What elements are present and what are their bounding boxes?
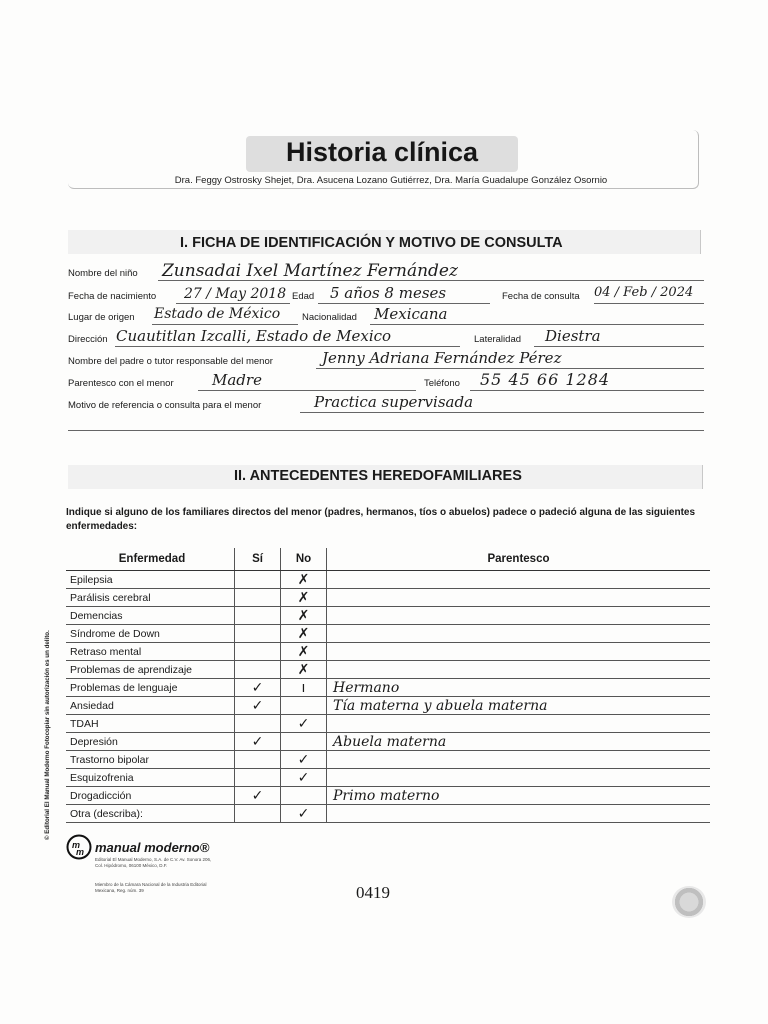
- no-cell[interactable]: [281, 715, 327, 733]
- disease-cell: Demencias: [66, 607, 235, 625]
- kinship-cell-value: Tía materna y abuela materna: [333, 697, 548, 714]
- yes-cell[interactable]: [235, 805, 281, 823]
- table-row: [66, 733, 710, 751]
- nationality-label: Nacionalidad: [302, 312, 357, 323]
- kinship-cell[interactable]: [327, 571, 711, 589]
- disease-cell: Depresión: [66, 733, 235, 751]
- reason-value[interactable]: Practica supervisada: [314, 393, 474, 411]
- no-cell[interactable]: [281, 661, 327, 679]
- table-header-row: [66, 548, 710, 571]
- relationship-value[interactable]: Madre: [212, 371, 262, 389]
- age-value[interactable]: 5 años 8 meses: [330, 284, 447, 302]
- page-number: 0419: [356, 883, 390, 902]
- child-name-label: Nombre del niño: [68, 268, 138, 279]
- relationship-label: Parentesco con el menor: [68, 378, 174, 389]
- kinship-cell[interactable]: [327, 751, 711, 769]
- table-row: [66, 643, 710, 661]
- laterality-value[interactable]: Diestra: [545, 327, 601, 345]
- no-cell[interactable]: [281, 643, 327, 661]
- disease-cell: TDAH: [66, 715, 235, 733]
- section-1-title: I. FICHA DE IDENTIFICACIÓN Y MOTIVO DE CONSULTA: [180, 235, 563, 251]
- column-header-disease: Enfermedad: [66, 548, 235, 571]
- no-cell-value: ✗: [297, 661, 310, 678]
- publisher-info: Editorial El Manual Moderno, S.A. de C.V. Av. Sonora 206, Col. Hipódromo, 06100 México, D.F.: [95, 857, 212, 868]
- yes-cell-value: ✓: [251, 697, 264, 714]
- kinship-cell-value: [327, 626, 333, 642]
- no-cell[interactable]: [281, 607, 327, 625]
- birth-date-label: Fecha de nacimiento: [68, 291, 157, 302]
- table-row: [66, 589, 710, 607]
- svg-text:m: m: [76, 847, 85, 857]
- yes-cell[interactable]: [235, 769, 281, 787]
- reason-label: Motivo de referencia o consulta para el menor: [68, 400, 262, 411]
- table-row: [66, 679, 710, 697]
- table-row: [66, 787, 710, 805]
- kinship-cell-value: Hermano: [333, 679, 400, 696]
- publisher-name: manual moderno®: [95, 840, 210, 855]
- no-cell[interactable]: [281, 697, 327, 715]
- disease-cell: Esquizofrenia: [66, 769, 235, 787]
- authors: Dra. Feggy Ostrosky Shejet, Dra. Asucena Lozano Gutiérrez, Dra. María Guadalupe González Osornio: [174, 175, 608, 186]
- kinship-cell[interactable]: [327, 787, 711, 805]
- kinship-cell-value: [327, 662, 333, 678]
- section-2-title: II. ANTECEDENTES HEREDOFAMILIARES: [234, 468, 522, 484]
- kinship-cell[interactable]: [327, 805, 711, 823]
- no-cell-value: ✗: [297, 607, 310, 624]
- disease-cell: Epilepsia: [66, 571, 235, 589]
- yes-cell-value: ✓: [251, 679, 264, 696]
- yes-cell[interactable]: [235, 625, 281, 643]
- laterality-label: Lateralidad: [474, 334, 522, 345]
- kinship-cell[interactable]: [327, 625, 711, 643]
- kinship-cell[interactable]: [327, 607, 711, 625]
- no-cell[interactable]: [281, 805, 327, 823]
- disease-cell: Ansiedad: [66, 697, 235, 715]
- disease-cell: Síndrome de Down: [66, 625, 235, 643]
- kinship-cell[interactable]: [327, 697, 711, 715]
- consult-date-value[interactable]: 04 / Feb / 2024: [594, 285, 694, 300]
- no-cell-value: ✓: [297, 715, 310, 732]
- no-cell-value: ✓: [297, 805, 310, 822]
- table-row: [66, 571, 710, 589]
- kinship-cell-value: [327, 644, 333, 660]
- kinship-cell[interactable]: [327, 715, 711, 733]
- table-row: [66, 715, 710, 733]
- no-cell[interactable]: [281, 769, 327, 787]
- no-cell-value: ✗: [297, 571, 310, 588]
- consult-date-line: [594, 303, 704, 304]
- column-header-no: No: [281, 548, 327, 571]
- child-name-value[interactable]: Zunsadai Ixel Martínez Fernández: [162, 261, 458, 281]
- page-title: Historia clínica: [285, 137, 479, 167]
- kinship-cell[interactable]: [327, 769, 711, 787]
- age-line: [318, 303, 490, 304]
- kinship-cell[interactable]: [327, 733, 711, 751]
- table-row: [66, 607, 710, 625]
- disease-cell: Trastorno bipolar: [66, 751, 235, 769]
- birthplace-value[interactable]: Estado de México: [154, 306, 281, 322]
- no-cell-value: ı: [301, 679, 306, 696]
- no-cell-value: ✓: [297, 751, 310, 768]
- guardian-value[interactable]: Jenny Adriana Fernández Pérez: [322, 349, 562, 367]
- disease-cell: Retraso mental: [66, 643, 235, 661]
- yes-cell[interactable]: [235, 589, 281, 607]
- kinship-cell-value: [327, 572, 333, 588]
- kinship-cell-value: Abuela materna: [333, 733, 447, 750]
- table-row: [66, 661, 710, 679]
- no-cell[interactable]: [281, 589, 327, 607]
- column-header-yes: Sí: [235, 548, 281, 571]
- laterality-line: [534, 346, 704, 347]
- address-label: Dirección: [68, 334, 108, 345]
- no-cell[interactable]: [281, 733, 327, 751]
- age-label: Edad: [292, 291, 315, 302]
- svg-text:© Editorial El Manual Moderno: © Editorial El Manual Moderno Fotocopiar sin autorización es un delito.: [44, 630, 51, 840]
- table-row: [66, 625, 710, 643]
- birth-date-value[interactable]: 27 / May 2018: [184, 286, 287, 302]
- no-cell-value: ✗: [297, 625, 310, 642]
- reason-line: [300, 412, 704, 413]
- kinship-cell-value: [327, 770, 333, 786]
- kinship-cell-value: [327, 590, 333, 606]
- disease-cell: Parálisis cerebral: [66, 589, 235, 607]
- no-cell[interactable]: [281, 679, 327, 697]
- yes-cell[interactable]: [235, 661, 281, 679]
- kinship-cell-value: [327, 806, 333, 822]
- disease-cell: Problemas de aprendizaje: [66, 661, 235, 679]
- phone-line: [470, 390, 704, 391]
- no-cell-value: ✗: [297, 643, 310, 660]
- manual-moderno-logo-icon: [66, 834, 94, 860]
- phone-label: Teléfono: [424, 378, 460, 389]
- no-cell-value: ✗: [297, 589, 310, 606]
- guardian-label: Nombre del padre o tutor responsable del menor: [68, 356, 273, 367]
- birth-date-line: [176, 303, 290, 304]
- yes-cell[interactable]: [235, 571, 281, 589]
- yes-cell[interactable]: [235, 607, 281, 625]
- kinship-cell-value: [327, 608, 333, 624]
- table-body: [66, 571, 710, 823]
- reason-extra-line[interactable]: [68, 430, 704, 431]
- instruction-text: Indique si alguno de los familiares directos del menor (padres, hermanos, tíos o abuelos) padece o padeció alguna de las siguientes enfermedades:: [66, 507, 696, 532]
- yes-cell[interactable]: [235, 697, 281, 715]
- kinship-cell[interactable]: [327, 679, 711, 697]
- no-cell-value: ✓: [297, 769, 310, 786]
- birthplace-line: [152, 324, 298, 325]
- guardian-line: [316, 368, 704, 369]
- disease-cell: Otra (describa):: [66, 805, 235, 823]
- disease-cell: Drogadicción: [66, 787, 235, 805]
- nationality-line: [370, 324, 704, 325]
- table-row: [66, 697, 710, 715]
- yes-cell[interactable]: [235, 643, 281, 661]
- address-line: [115, 346, 460, 347]
- no-cell[interactable]: [281, 625, 327, 643]
- yes-cell[interactable]: [235, 715, 281, 733]
- watermark-seal-icon: [672, 886, 706, 918]
- yes-cell[interactable]: [235, 733, 281, 751]
- family-history-table: [66, 548, 710, 823]
- table-row: [66, 805, 710, 823]
- table-row: [66, 751, 710, 769]
- kinship-cell-value: [327, 716, 333, 732]
- kinship-cell[interactable]: [327, 661, 711, 679]
- kinship-cell-value: [327, 752, 333, 768]
- chamber-info: Miembro de la Cámara Nacional de la Industria Editorial Mexicana, Reg. núm. 39: [95, 882, 207, 893]
- yes-cell[interactable]: [235, 751, 281, 769]
- birthplace-label: Lugar de origen: [68, 312, 135, 323]
- no-cell[interactable]: [281, 787, 327, 805]
- disease-cell: Problemas de lenguaje: [66, 679, 235, 697]
- column-header-kinship: Parentesco: [327, 548, 711, 571]
- phone-value[interactable]: 55 45 66 1284: [480, 370, 611, 389]
- relationship-line: [198, 390, 416, 391]
- address-value[interactable]: Cuautitlan Izcalli, Estado de Mexico: [116, 327, 392, 345]
- yes-cell-value: ✓: [251, 733, 264, 750]
- no-cell[interactable]: [281, 751, 327, 769]
- no-cell[interactable]: [281, 571, 327, 589]
- kinship-cell[interactable]: [327, 589, 711, 607]
- consult-date-label: Fecha de consulta: [502, 291, 580, 302]
- kinship-cell-value: Primo materno: [333, 787, 440, 804]
- yes-cell[interactable]: [235, 679, 281, 697]
- nationality-value[interactable]: Mexicana: [374, 305, 448, 323]
- side-copyright-notice: [40, 585, 52, 845]
- svg-text:m: m: [72, 840, 81, 850]
- table-row: [66, 769, 710, 787]
- yes-cell[interactable]: [235, 787, 281, 805]
- yes-cell-value: ✓: [251, 787, 264, 804]
- kinship-cell[interactable]: [327, 643, 711, 661]
